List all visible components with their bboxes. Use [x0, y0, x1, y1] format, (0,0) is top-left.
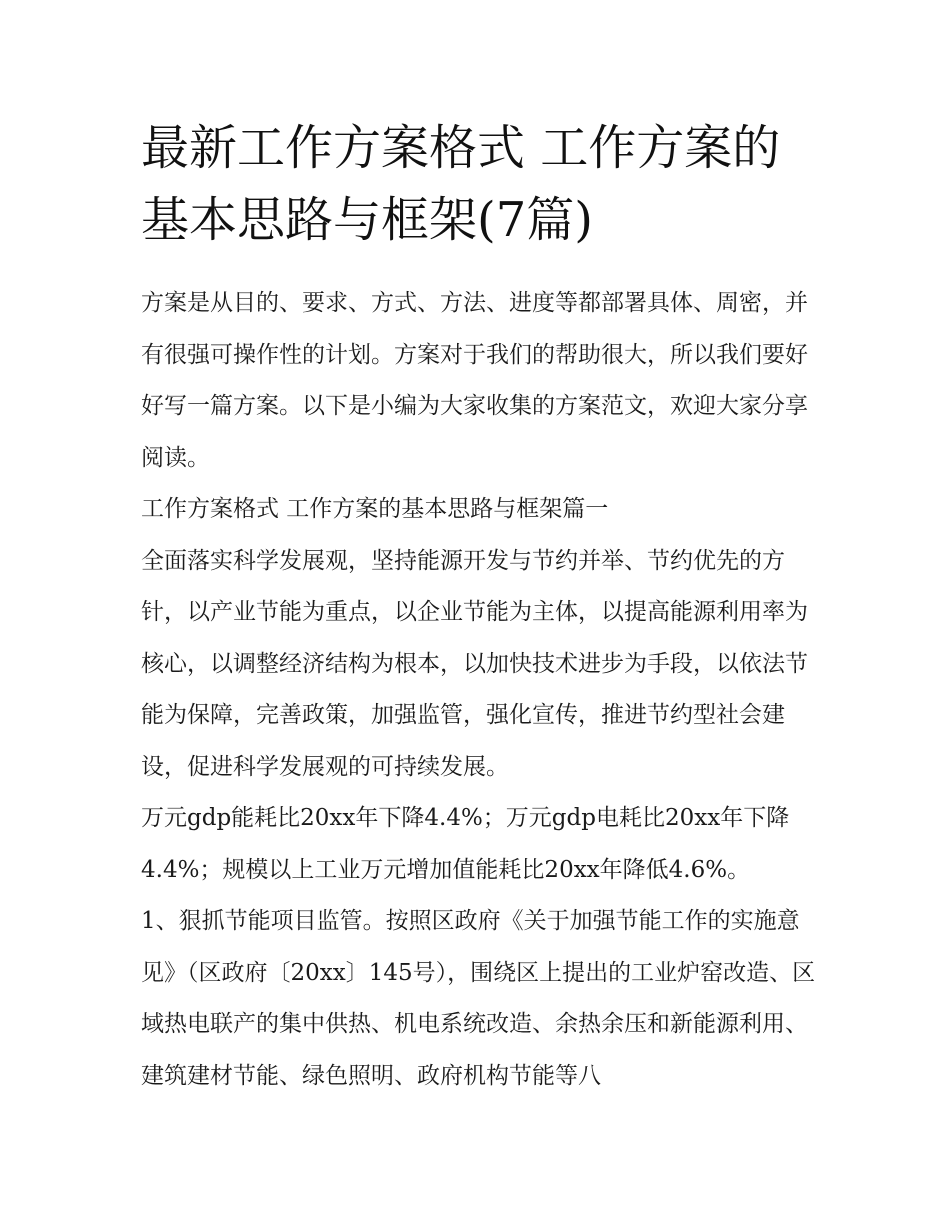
document-body — [141, 278, 821, 1102]
intro-paragraph: 方案是从目的、要求、方式、方法、进度等都部署具体、周密，并有很强可操作性的计划。方案对于我们的帮助很大，所以我们要好好写一篇方案。以下是小编为大家收集的方案范文，欢迎大家分享阅读。 — [141, 290, 808, 471]
targets-paragraph: 万元gdp能耗比20xx年下降4.4%；万元gdp电耗比20xx年下降4.4%；规模以上工业万元增加值能耗比20xx年降低4.6%。 — [141, 805, 790, 883]
measure-1-paragraph: 1、狠抓节能项目监管。按照区政府《关于加强节能工作的实施意见》（区政府〔20xx〕145号），围绕区上提出的工业炉窑改造、区域热电联产的集中供热、机电系统改造、余热余压和新能源利用、建筑建材节能、绿色照明、政府机构节能等八 — [141, 908, 816, 1089]
document-title: 最新工作方案格式 工作方案的基本思路与框架(7篇) — [141, 120, 781, 248]
guiding-principle-paragraph: 全面落实科学发展观，坚持能源开发与节约并举、节约优先的方针，以产业节能为重点，以企业节能为主体，以提高能源利用率为核心，以调整经济结构为根本，以加快技术进步为手段，以依法节能为保障，完善政策，加强监管，强化宣传，推进节约型社会建设，促进科学发展观的可持续发展。 — [141, 547, 808, 780]
section-heading: 工作方案格式 工作方案的基本思路与框架篇一 — [141, 496, 609, 522]
